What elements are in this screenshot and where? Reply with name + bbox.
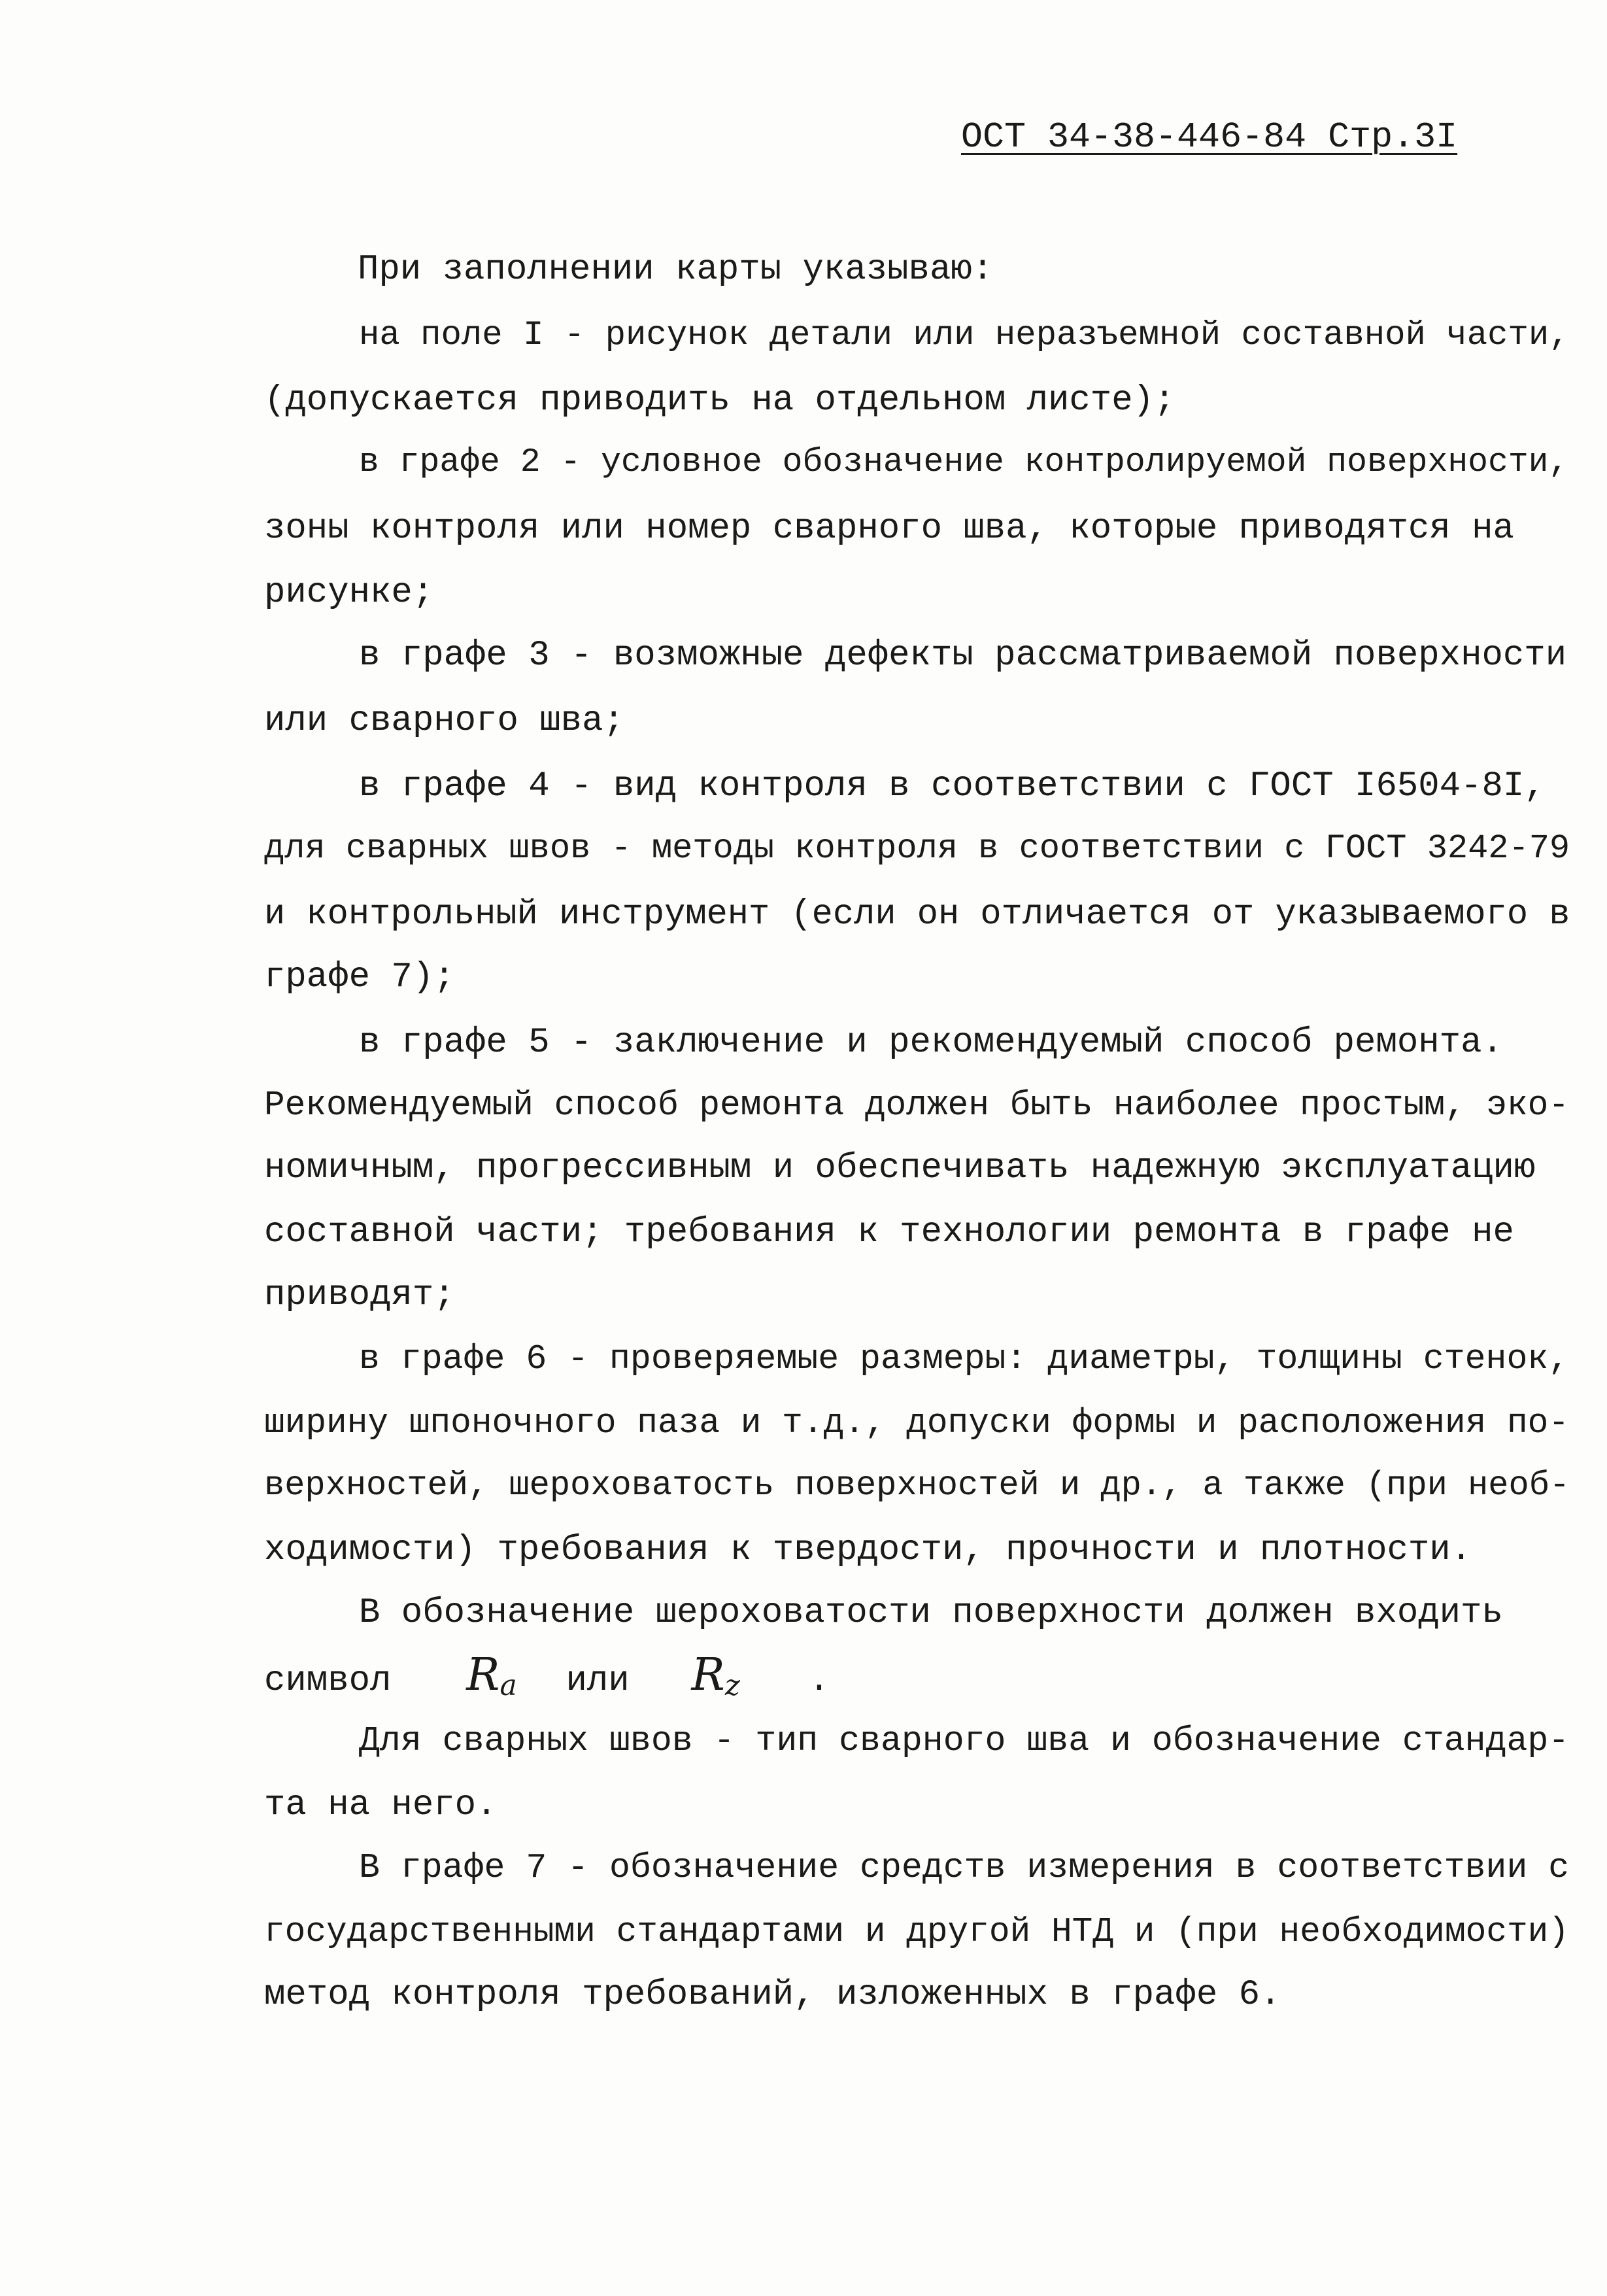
- roughness-symbol-line: [264, 1649, 830, 1702]
- text-line: для сварных швов - методы контроля в соответствии с ГОСТ 3242-79: [264, 829, 1570, 868]
- text-line: метод контроля требований, изложенных в графе 6.: [264, 1975, 1281, 2015]
- text-line: В графе 7 - обозначение средств измерения в соответствии с: [359, 1848, 1570, 1887]
- symbol-or: или: [566, 1661, 630, 1701]
- text-line: на поле I - рисунок детали или неразъемной составной части,: [359, 315, 1570, 354]
- text-line: государственными стандартами и другой НТД и (при необходимости): [264, 1912, 1570, 1951]
- text-line: в графе 4 - вид контроля в соответствии с ГОСТ I6504-8I,: [359, 766, 1546, 806]
- symbol-suffix: .: [808, 1661, 830, 1701]
- text-line: ширину шпоночного паза и т.д., допуски формы и расположения по-: [264, 1403, 1570, 1443]
- text-line: зоны контроля или номер сварного шва, которые приводятся на: [264, 509, 1514, 549]
- rz-symbol: $R_z$: [691, 1649, 740, 1702]
- symbol-prefix: символ: [264, 1661, 392, 1701]
- text-line: в графе 2 - условное обозначение контролируемой поверхности,: [359, 443, 1569, 481]
- text-line: (допускается приводить на отдельном листе);: [264, 381, 1176, 420]
- text-line: рисунке;: [264, 573, 434, 613]
- text-line: приводят;: [264, 1275, 455, 1315]
- text-line: в графе 5 - заключение и рекомендуемый способ ремонта.: [359, 1023, 1503, 1063]
- text-line: та на него.: [264, 1785, 498, 1825]
- text-line: и контрольный инструмент (если он отличается от указываемого в: [264, 895, 1570, 934]
- text-line: верхностей, шероховатость поверхностей и др., а также (при необ-: [264, 1466, 1570, 1505]
- text-line: в графе 6 - проверяемые размеры: диаметры, толщины стенок,: [359, 1339, 1570, 1379]
- text-line: или сварного шва;: [264, 701, 624, 741]
- text-line: в графе 3 - возможные дефекты рассматриваемой поверхности: [359, 636, 1567, 676]
- document-header: ОСТ 34-38-446-84 Стр.3I: [961, 116, 1458, 158]
- ra-symbol: $R_a$: [466, 1649, 517, 1702]
- text-line: составной части; требования к технологии ремонта в графе не: [264, 1212, 1514, 1252]
- text-line: графе 7);: [264, 957, 455, 997]
- text-line: Рекомендуемый способ ремонта должен быть наиболее простым, эко-: [264, 1086, 1570, 1125]
- text-line: При заполнении карты указываю:: [358, 250, 994, 290]
- text-line: ходимости) требования к твердости, прочности и плотности.: [264, 1530, 1472, 1570]
- text-line: номичным, прогрессивным и обеспечивать надежную эксплуатацию: [264, 1148, 1536, 1188]
- text-line: В обозначение шероховатости поверхности должен входить: [359, 1593, 1503, 1633]
- text-line: Для сварных швов - тип сварного шва и обозначение стандар-: [359, 1721, 1570, 1760]
